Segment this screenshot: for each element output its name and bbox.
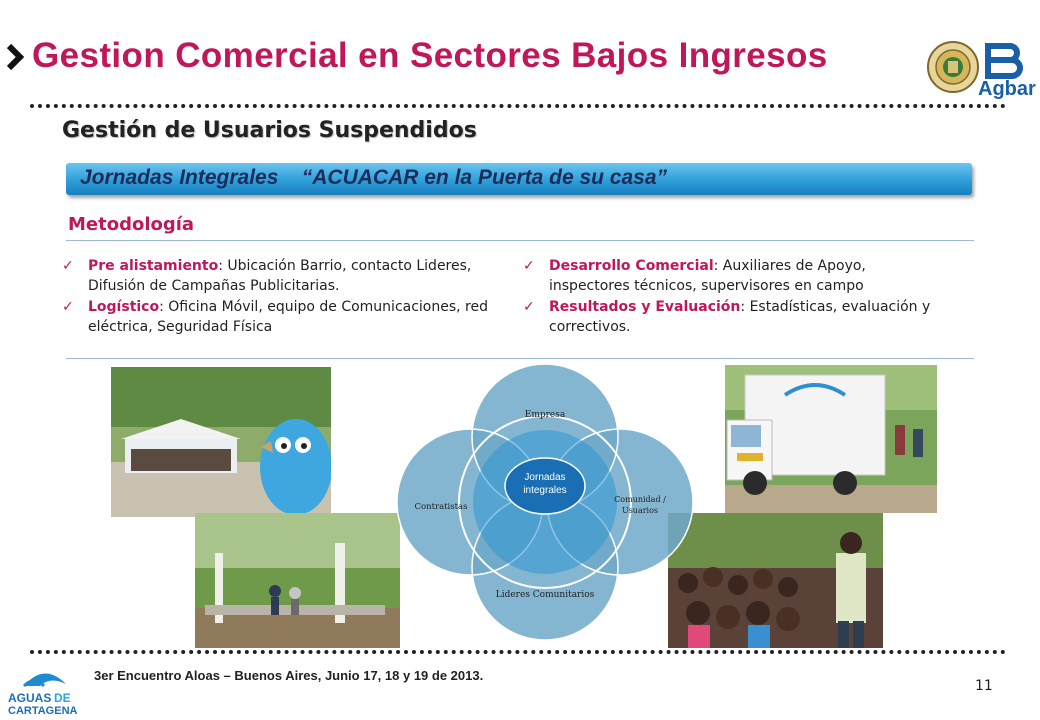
diagram-label-left: Contratistas (414, 502, 468, 512)
cartagena-seal-logo (926, 40, 980, 94)
agbar-symbol-icon (978, 40, 1040, 80)
list-item (60, 256, 500, 296)
agbar-logo (978, 40, 1040, 100)
page-title: Gestion Comercial en Sectores Bajos Ingresos (32, 36, 828, 75)
bottom-dotted-divider (30, 650, 1006, 654)
bullet-label: Logístico (88, 299, 160, 315)
methodology-top-rule (66, 240, 974, 241)
jornadas-cycle-diagram (395, 362, 695, 646)
top-dotted-divider (30, 104, 1006, 108)
logo-text-cartagena: CARTAGENA (8, 705, 78, 717)
diagram-label-right-1: Comunidad / (614, 495, 666, 504)
banner-text: Jornadas Integrales “ACUACAR en la Puerta de su casa” (80, 166, 668, 189)
bullet-label: Resultados y Evaluación (549, 299, 741, 315)
checkmark-icon: ✓ (62, 258, 74, 274)
aguas-de-cartagena-logo (4, 660, 90, 718)
page-number: 11 (975, 678, 993, 694)
checkmark-icon: ✓ (523, 299, 535, 315)
logo-text-aguas: AGUAS (8, 691, 52, 705)
list-item (521, 256, 941, 296)
diagram-label-top: Empresa (524, 410, 566, 420)
footer-event-text: 3er Encuentro Aloas – Buenos Aires, Junio 17, 18 y 19 de 2013. (94, 668, 484, 683)
agbar-logo-text: Agbar (978, 78, 1036, 100)
methodology-title: Metodología (68, 214, 195, 235)
banner (66, 163, 972, 195)
diagram-center-label-2: integrales (523, 485, 567, 496)
bullet-text: : Oficina Móvil, equipo de Comunicaciones, red eléctrica, Seguridad Física (88, 299, 488, 335)
tent-event-photo (111, 367, 331, 517)
mobile-office-truck-photo (725, 365, 937, 513)
methodology-right-list (521, 256, 941, 338)
logo-text-de: DE (54, 691, 71, 705)
diagram-center-label-1: Jornadas (524, 472, 566, 483)
diagram-label-bottom: Lideres Comunitarios (495, 590, 595, 600)
crowd-children-photo (668, 513, 883, 648)
list-item (60, 297, 500, 337)
diagram-label-right-2: Usuarios (621, 506, 659, 515)
checkmark-icon: ✓ (523, 258, 535, 274)
bullet-label: Pre alistamiento (88, 258, 219, 274)
list-item (521, 297, 941, 337)
bullet-text: : Estadísticas, evaluación y correctivos. (549, 299, 931, 335)
bullet-label: Desarrollo Comercial (549, 258, 714, 274)
chevron-right-icon (4, 40, 28, 74)
checkmark-icon: ✓ (62, 299, 74, 315)
plaza-trees-photo (195, 513, 400, 648)
methodology-bottom-rule (66, 358, 974, 359)
methodology-left-list (60, 256, 500, 338)
bullet-text: : Ubicación Barrio, contacto Lideres, Difusión de Campañas Publicitarias. (88, 258, 472, 294)
section-subtitle: Gestión de Usuarios Suspendidos (62, 118, 477, 143)
bullet-text: : Auxiliares de Apoyo, inspectores técnicos, supervisores en campo (549, 258, 866, 294)
